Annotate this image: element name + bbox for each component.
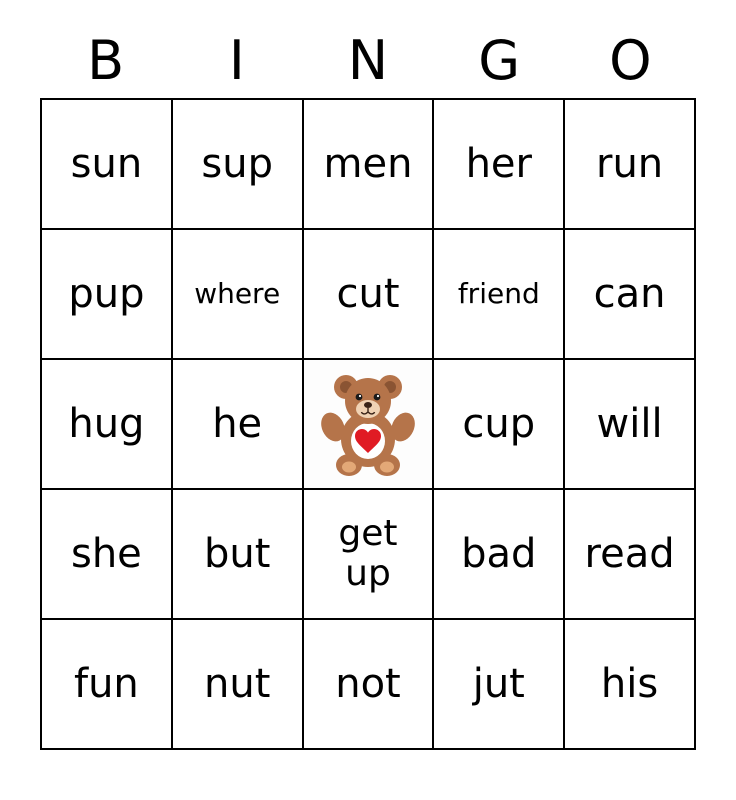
bingo-row-3 (42, 360, 696, 490)
bingo-cell-label: friend (457, 277, 540, 310)
bingo-cell-label: he (212, 401, 263, 447)
bingo-cell-label: his (600, 661, 659, 707)
bingo-grid (40, 98, 696, 750)
bingo-row-1 (42, 100, 696, 230)
bingo-cell-r1c3[interactable] (304, 100, 435, 230)
bingo-header-n: N (347, 29, 389, 92)
bingo-cell-r3c1[interactable] (42, 360, 173, 490)
bingo-cell-r4c1[interactable] (42, 490, 173, 620)
bingo-cell-r1c1[interactable] (42, 100, 173, 230)
bingo-cell-r1c5[interactable] (565, 100, 696, 230)
bingo-cell-label: she (70, 531, 142, 577)
bingo-cell-label: men (323, 141, 413, 187)
bingo-cell-r4c5[interactable] (565, 490, 696, 620)
bingo-header-row (40, 0, 696, 92)
bingo-cell-r3c2[interactable] (173, 360, 304, 490)
bingo-cell-r5c1[interactable] (42, 620, 173, 750)
bingo-cell-r1c2[interactable] (173, 100, 304, 230)
bingo-cell-label: read (584, 531, 675, 577)
bingo-header-o: O (609, 29, 652, 92)
bingo-cell-label: will (596, 401, 663, 447)
bingo-cell-label: get up (338, 513, 398, 594)
bingo-cell-label: cut (336, 271, 400, 317)
bingo-cell-r5c3[interactable] (304, 620, 435, 750)
bingo-cell-r4c4[interactable] (434, 490, 565, 620)
bingo-cell-r2c3[interactable] (304, 230, 435, 360)
bingo-cell-label: pup (68, 271, 145, 317)
bingo-cell-label: but (203, 531, 271, 577)
bingo-cell-r2c4[interactable] (434, 230, 565, 360)
bingo-header-b: B (87, 29, 125, 92)
bingo-row-5 (42, 620, 696, 750)
bingo-cell-label: hug (68, 401, 145, 447)
bingo-cell-label: sun (70, 141, 143, 187)
bingo-row-2 (42, 230, 696, 360)
bingo-cell-r3c5[interactable] (565, 360, 696, 490)
bingo-cell-label: bad (461, 531, 537, 577)
bingo-cell-r3c4[interactable] (434, 360, 565, 490)
bingo-row-4 (42, 490, 696, 620)
bingo-cell-label: fun (74, 661, 139, 707)
bingo-cell-r2c1[interactable] (42, 230, 173, 360)
bingo-cell-label: sup (201, 141, 273, 187)
bingo-cell-r5c2[interactable] (173, 620, 304, 750)
bingo-header-g: G (478, 29, 521, 92)
bingo-cell-label: jut (472, 661, 525, 707)
teddy-bear-icon (320, 369, 416, 479)
bingo-cell-label: where (194, 277, 281, 310)
bingo-cell-label: can (593, 271, 666, 317)
bingo-cell-label: nut (204, 661, 271, 707)
bingo-cell-r4c3[interactable] (304, 490, 435, 620)
bingo-cell-r4c2[interactable] (173, 490, 304, 620)
bingo-header-i: I (228, 29, 245, 92)
bingo-cell-label: not (335, 661, 401, 707)
bingo-cell-label: run (596, 141, 664, 187)
bingo-cell-r2c2[interactable] (173, 230, 304, 360)
bingo-cell-free-center[interactable] (304, 360, 435, 490)
bingo-cell-r1c4[interactable] (434, 100, 565, 230)
bingo-cell-r5c4[interactable] (434, 620, 565, 750)
bingo-cell-r2c5[interactable] (565, 230, 696, 360)
bingo-cell-label: cup (462, 401, 536, 447)
bingo-cell-label: her (465, 141, 532, 187)
bingo-cell-r5c5[interactable] (565, 620, 696, 750)
